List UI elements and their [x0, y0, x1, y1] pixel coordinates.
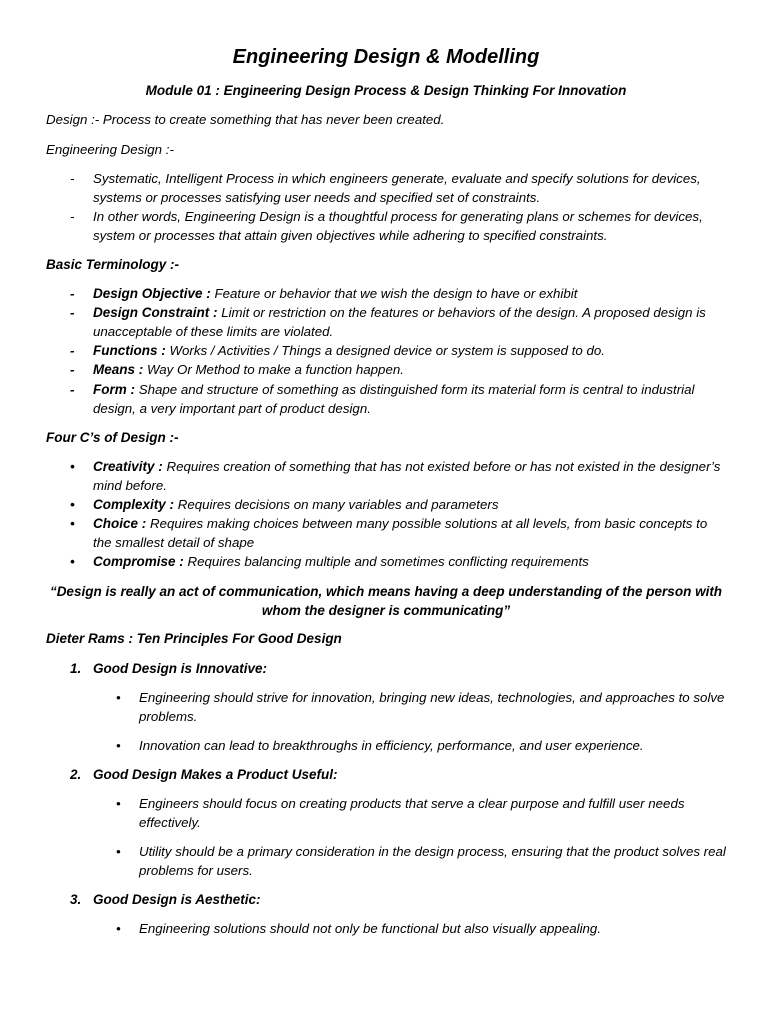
bullet-icon: •	[70, 459, 75, 474]
dash-marker: -	[70, 171, 75, 186]
module-subtitle: Module 01 : Engineering Design Process & Design Thinking For Innovation	[145, 83, 627, 98]
principle-title: Good Design Makes a Product Useful:	[93, 767, 338, 782]
term: Complexity :	[93, 497, 175, 512]
term-definition: Requires balancing multiple and sometimes conflicting requirements	[183, 554, 589, 569]
design-definition: Design :- Process to create something that has never been created.	[46, 112, 445, 127]
principle-title: Good Design is Innovative:	[93, 661, 268, 676]
principle-number: 2.	[70, 767, 82, 782]
term: Design Objective :	[93, 286, 211, 301]
term-definition: Way Or Method to make a function happen.	[143, 362, 404, 377]
principle-point: Engineers should focus on creating products that serve a clear purpose and fulfill user needs effectively.	[139, 796, 685, 831]
dash-marker: -	[70, 382, 75, 397]
bullet-icon: •	[70, 497, 75, 512]
principle-number: 3.	[70, 892, 82, 907]
principle-point: Engineering solutions should not only be functional but also visually appealing.	[139, 921, 602, 936]
term-definition: Limit or restriction on the features or behaviors of the design. A proposed design is unacceptable of these limits are violated.	[93, 305, 706, 340]
term: Form :	[93, 382, 135, 397]
dash-marker: -	[70, 209, 75, 224]
term-definition: Feature or behavior that we wish the design to have or exhibit	[210, 286, 578, 301]
bullet-icon: •	[116, 921, 121, 936]
term: Creativity :	[93, 459, 163, 474]
bullet-icon: •	[116, 738, 121, 753]
term-definition: Requires decisions on many variables and parameters	[174, 497, 499, 512]
bullet-icon: •	[116, 796, 121, 811]
bullet-icon: •	[116, 844, 121, 859]
bullet-icon: •	[70, 516, 75, 531]
term: Means :	[93, 362, 144, 377]
basic-terminology-heading: Basic Terminology :-	[46, 257, 180, 272]
principle-point: Innovation can lead to breakthroughs in efficiency, performance, and user experience.	[139, 738, 644, 753]
term: Design Constraint :	[93, 305, 218, 320]
dash-marker: -	[70, 343, 75, 358]
eng-design-point: In other words, Engineering Design is a thoughtful process for generating plans or schemes for devices, system or processes that attain given objectives while adhering to specified constraints.	[93, 209, 703, 244]
document-title: Engineering Design & Modelling	[232, 46, 540, 68]
four-cs-heading: Four C’s of Design :-	[46, 430, 179, 445]
term: Compromise :	[93, 554, 184, 569]
bullet-icon: •	[70, 554, 75, 569]
term-definition: Requires making choices between many possible solutions at all levels, from basic concepts to the smallest detail of shape	[93, 516, 708, 551]
term-definition: Works / Activities / Things a designed device or system is supposed to do.	[165, 343, 605, 358]
dash-marker: -	[70, 286, 75, 301]
bullet-icon: •	[116, 690, 121, 705]
term: Functions :	[93, 343, 166, 358]
engineering-design-label: Engineering Design :-	[46, 142, 174, 157]
dash-marker: -	[70, 362, 75, 377]
eng-design-point: Systematic, Intelligent Process in which engineers generate, evaluate and specify solutions for devices, systems or processes satisfying user needs and specified set of constraints.	[93, 171, 701, 206]
design-quote: “Design is really an act of communication, which means having a deep understanding of the person with whom the designer is communicating”	[49, 584, 723, 619]
principle-title: Good Design is Aesthetic:	[93, 892, 261, 907]
principle-point: Engineering should strive for innovation, bringing new ideas, technologies, and approaches to solve problems.	[139, 690, 725, 725]
term-definition: Requires creation of something that has not existed before or has not existed in the designer’s mind before.	[93, 459, 721, 494]
dieter-rams-heading: Dieter Rams : Ten Principles For Good Design	[46, 631, 342, 646]
term: Choice :	[93, 516, 147, 531]
dash-marker: -	[70, 305, 75, 320]
term-definition: Shape and structure of something as distinguished form its material form is central to industrial design, a very important part of product design.	[93, 382, 695, 417]
principle-number: 1.	[70, 661, 82, 676]
principle-point: Utility should be a primary consideration in the design process, ensuring that the product solves real problems for users.	[139, 844, 726, 879]
